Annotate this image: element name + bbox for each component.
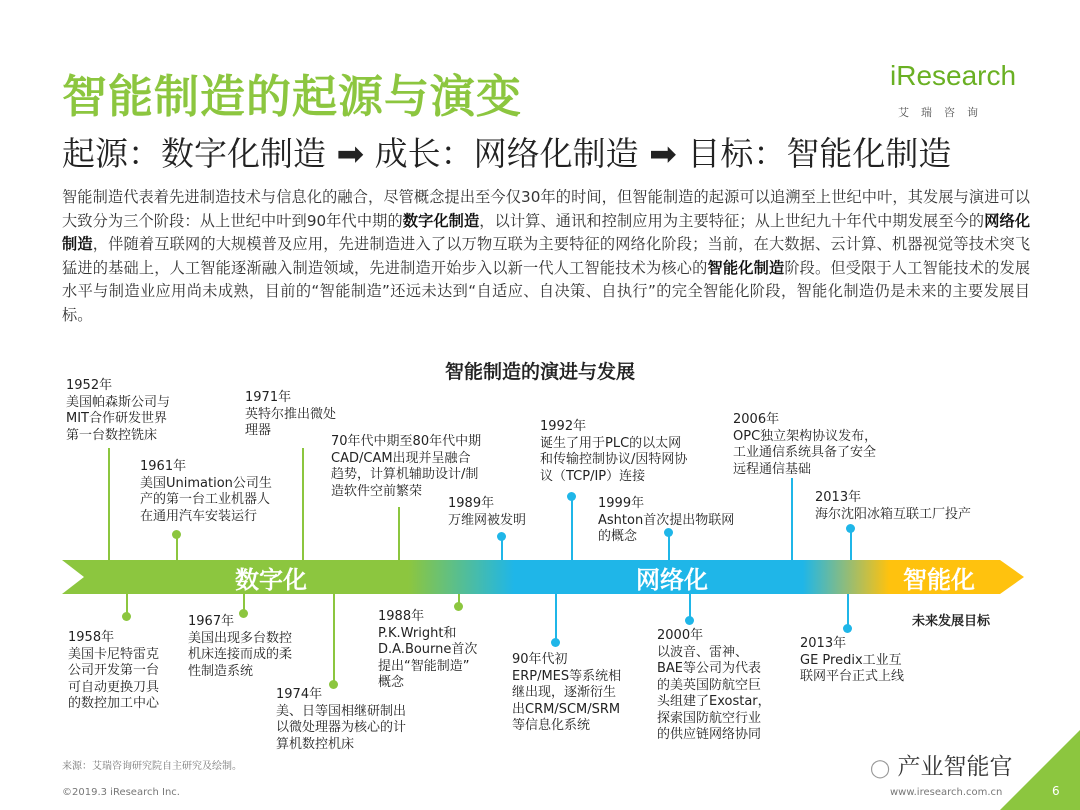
event-text: 美国Unimation公司生 (140, 475, 272, 491)
event-text: 万维网被发明 (448, 512, 527, 528)
subtitle-goal: 目标：智能化制造 (687, 134, 952, 173)
event-text: 概念 (378, 675, 405, 690)
event-text: 提出“智能制造” (378, 658, 470, 674)
event-text: MIT合作研发世界 (66, 411, 167, 426)
event-text: CAD/CAM出现并呈融合 (331, 450, 471, 466)
event-text: 的美英国防航空巨 (657, 677, 762, 693)
phase-network: 网络化 (636, 566, 708, 594)
event-text: 议（TCP/IP）连接 (540, 468, 646, 484)
logo-chinese: 艾瑞咨询 (898, 106, 990, 119)
event-year: 2006年 (733, 412, 780, 427)
website-url: www.iresearch.com.cn (890, 787, 1003, 798)
event-text: 美、日等国相继研制出 (276, 703, 407, 719)
page-number: 6 (1052, 784, 1060, 798)
event-year: 2000年 (657, 628, 704, 643)
event-text: 等信息化系统 (512, 718, 591, 733)
phase-digital: 数字化 (235, 566, 307, 594)
subtitle-origin: 起源：数字化制造 (62, 134, 326, 173)
event-year: 1971年 (245, 390, 292, 405)
event-text: 联网平台正式上线 (800, 669, 905, 684)
paragraph-text-3: ，伴随着互联网的大规模普及应用，先进制造进入了以万物互联为主要特征的网络化阶段；当前，在大数据、云计算、机器视觉等技术突飞猛进的基础上，人工智能逐渐融入制造领域，先进制造开始步入以新一代人工智能技术为核心的 (62, 235, 1031, 277)
subtitle-growth: 成长：网络化制造 (374, 134, 639, 173)
wechat-icon: ◯ (870, 758, 891, 779)
event-year: 70年代中期至80年代中期 (331, 434, 482, 449)
event-text: 第一台数控铣床 (66, 427, 158, 443)
event-text: 造软件空前繁荣 (331, 483, 423, 499)
copyright: ©2019.3 iResearch Inc. (62, 787, 180, 798)
event-text: 的概念 (598, 529, 638, 544)
future-goal-label: 未来发展目标 (912, 614, 991, 629)
logo-wordmark: iResearch (890, 60, 1017, 91)
event-text: P.K.Wright和 (378, 625, 457, 641)
event-text: 趋势，计算机辅助设计/制 (331, 467, 479, 482)
event-year: 90年代初 (512, 652, 568, 667)
event-text: GE Predix工业互 (800, 652, 902, 668)
event-text: 海尔沈阳冰箱互联工厂投产 (815, 506, 972, 522)
phase-intelligent: 智能化 (903, 566, 975, 594)
event-text: 公司开发第一台 (68, 663, 160, 678)
event-year: 1952年 (66, 378, 113, 393)
event-text: OPC独立架构协议发布， (733, 428, 878, 444)
event-text: 产的第一台工业机器人 (140, 492, 271, 507)
event-text: 美国卡尼特雷克 (68, 646, 160, 662)
event-text: 以微处理器为核心的计 (276, 720, 407, 735)
event-year: 1988年 (378, 609, 425, 624)
event-text: 和传输控制协议/因特网协 (540, 452, 688, 467)
paragraph-bold-network: 网络化制造 (62, 211, 1031, 253)
subtitle-arrow-1: ➡ (336, 134, 365, 173)
event-text: Ashton首次提出物联网 (598, 512, 735, 528)
event-text: 出CRM/SCM/SRM (512, 701, 621, 717)
event-text: 的数控加工中心 (68, 696, 160, 711)
event-text: 头组建了Exostar， (657, 694, 771, 709)
event-year: 1992年 (540, 419, 587, 434)
watermark-text: 产业智能官 (897, 754, 1013, 780)
event-year: 2013年 (800, 636, 847, 651)
event-text: ERP/MES等系统相 (512, 668, 622, 684)
event-year: 1958年 (68, 630, 115, 645)
event-text: BAE等公司为代表 (657, 661, 762, 676)
event-text: D.A.Bourne首次 (378, 642, 478, 657)
event-year: 1974年 (276, 687, 323, 702)
event-text: 工业通信系统具备了安全 (733, 445, 877, 460)
event-year: 1967年 (188, 614, 235, 629)
page-title: 智能制造的起源与演变 (62, 70, 523, 123)
event-text: 美国帕森斯公司与 (66, 394, 171, 410)
paragraph-bold-intelligent: 智能化制造 (707, 258, 785, 277)
event-text: 远程通信基础 (733, 461, 812, 477)
event-year: 2013年 (815, 490, 862, 505)
paragraph-text-4: 阶段。但受限于人工智能技术的发展水平与制造业应用尚未成熟，目前的“智能制造”还远未达到“自适应、自决策、自执行”的完全智能化阶段，智能化制造仍是未来的主要发展目标。 (62, 258, 1031, 324)
event-text: 算机数控机床 (276, 736, 355, 752)
event-text: 机床连接而成的柔 (188, 647, 293, 662)
source-note: 来源：艾瑞咨询研究院自主研究及绘制。 (62, 761, 242, 772)
event-text: 继出现，逐渐衍生 (512, 685, 617, 700)
event-text: 的供应链网络协同 (657, 727, 762, 742)
paragraph-text-2: ，以计算、通讯和控制应用为主要特征；从上世纪九十年代中期发展至今的 (479, 211, 985, 230)
watermark (870, 748, 1012, 781)
event-text: 诞生了用于PLC的以太网 (540, 435, 682, 451)
event-text: 在通用汽车安装运行 (140, 508, 258, 524)
event-text: 性制造系统 (188, 663, 254, 679)
paragraph-bold-digital: 数字化制造 (402, 211, 480, 230)
event-text: 可自动更换刀具 (68, 679, 160, 695)
subtitle-arrow-2: ➡ (649, 134, 677, 173)
event-text: 英特尔推出微处 (245, 406, 337, 422)
event-text: 探索国防航空行业 (657, 710, 762, 726)
event-year: 1989年 (448, 496, 495, 511)
event-year: 1961年 (140, 459, 187, 474)
event-text: 理器 (245, 423, 272, 438)
event-text: 美国出现多台数控 (188, 630, 293, 646)
event-year: 1999年 (598, 496, 645, 511)
paragraph-text-1: 智能制造代表着先进制造技术与信息化的融合，尽管概念提出至今仅30年的时间，但智能制造的起源可以追溯至上世纪中叶，其发展与演进可以大致分为三个阶段：从上世纪中叶到90年代中期的 (62, 188, 1030, 230)
event-text: 以波音、雷神、 (657, 644, 749, 660)
timeline-title: 智能制造的演进与发展 (444, 361, 635, 383)
